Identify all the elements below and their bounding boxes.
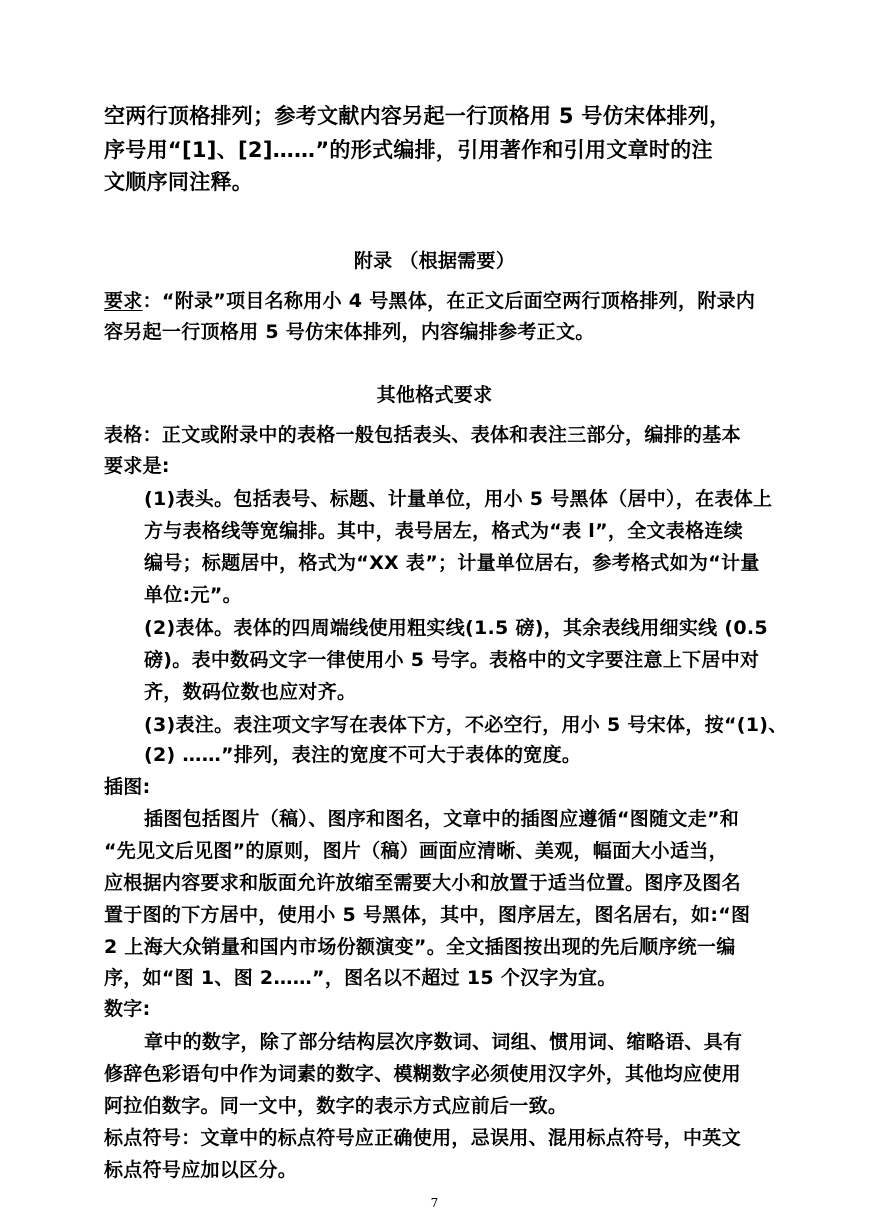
figure-line: “先见文后见图”的原则，图片（稿）画面应清晰、美观，幅面大小适当，	[104, 840, 728, 862]
table-item-line: (3)表注。表注项文字写在表体下方，不必空行，用小 5 号宋体，按“(1)、	[144, 714, 788, 736]
figure-line: 2 上海大众销量和国内市场份额演变”。全文插图按出现的先后顺序统一编	[104, 936, 736, 958]
table-item-line: 编号；标题居中，格式为“XX 表”；计量单位居右，参考格式如为“计量	[144, 552, 760, 574]
figure-line: 序，如“图 1、图 2……”，图名以不超过 15 个汉字为宜。	[104, 967, 617, 989]
table-item-line: 齐，数码位数也应对齐。	[144, 681, 357, 703]
paragraph-line: 容另起一行顶格用 5 号仿宋体排列，内容编排参考正文。	[104, 321, 595, 343]
figure-line: 置于图的下方居中，使用小 5 号黑体，其中，图序居左，图名居右，如:“图	[104, 904, 751, 926]
table-section-line: 表格：正文或附录中的表格一般包括表头、表体和表注三部分，编排的基本	[104, 424, 741, 446]
requirement-text: ：“附录”项目名称用小 4 号黑体，在正文后面空两行顶格排列，附录内	[142, 290, 756, 312]
table-item-line: 单位:元”。	[144, 584, 242, 606]
table-item-line: 方与表格线等宽编排。其中，表号居左，格式为“表 l”，全文表格连续	[144, 520, 744, 542]
table-item-line: 磅)。表中数码文字一律使用小 5 号字。表格中的文字要注意上下居中对	[144, 649, 760, 671]
paragraph-line: 序号用“[1]、[2]……”的形式编排，引用著作和引用文章时的注	[104, 138, 713, 162]
paragraph-line: 空两行顶格排列；参考文献内容另起一行顶格用 5 号仿宋体排列，	[104, 104, 731, 128]
table-section-line: 要求是:	[104, 455, 170, 477]
figure-line: 应根据内容要求和版面允许放缩至需要大小和放置于适当位置。图序及图名	[104, 872, 741, 894]
figure-label: 插图:	[104, 776, 151, 798]
appendix-heading: 附录 （根据需要）	[353, 250, 516, 272]
punctuation-line: 标点符号应加以区分。	[104, 1159, 298, 1181]
page-number: 7	[430, 1196, 439, 1210]
table-item-line: (2) ……”排列，表注的宽度不可大于表体的宽度。	[144, 744, 582, 766]
appendix-requirement-line	[104, 287, 755, 315]
numbers-line: 阿拉伯数字。同一文中，数字的表示方式应前后一致。	[104, 1095, 568, 1117]
numbers-line: 章中的数字，除了部分结构层次序数词、词组、惯用词、缩略语、具有	[144, 1031, 743, 1053]
requirement-label: 要求	[104, 290, 143, 312]
numbers-line: 修辞色彩语句中作为词素的数字、模糊数字必须使用汉字外，其他均应使用	[104, 1063, 741, 1085]
table-item-line: (2)表体。表体的四周端线使用粗实线(1.5 磅)，其余表线用细实线 (0.5	[144, 617, 768, 639]
numbers-label: 数字:	[104, 998, 151, 1020]
punctuation-line: 标点符号：文章中的标点符号应正确使用，忌误用、混用标点符号，中英文	[104, 1127, 741, 1149]
paragraph-line: 文顺序同注释。	[104, 170, 254, 194]
other-requirements-heading: 其他格式要求	[376, 384, 493, 406]
figure-line: 插图包括图片（稿）、图序和图名，文章中的插图应遵循“图随文走”和	[144, 808, 740, 830]
table-item-line: (1)表头。包括表号、标题、计量单位，用小 5 号黑体（居中），在表体上	[144, 488, 773, 510]
